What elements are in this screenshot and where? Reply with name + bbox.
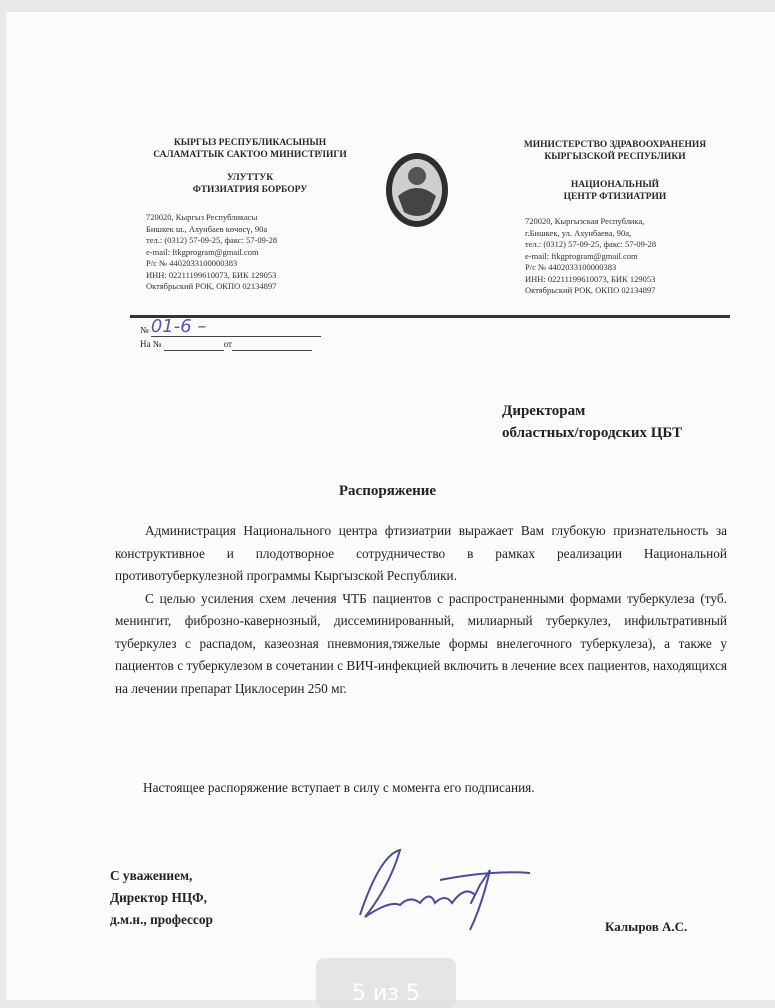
number-label: №: [140, 325, 149, 335]
paragraph: С целью усиления схем лечения ЧТБ пациентов с распространенными формами туберкулеза (туб. менингит, фиброзно-кавернозный, диссеминированный, милиарный туберкулез, инфильтративный туберкулез с распадом, казеозная пневмония,тяжелые формы внелегочного туберкулеза), а также у пациентов с туберкулезом в сочетании с ВИЧ-инфекцией включить в лечение всех пациентов, находящихся на лечении препарат Циклосерин 250 мг.: [115, 590, 727, 696]
letterhead-divider: [130, 315, 730, 318]
signature-line: Директор НЦФ,: [110, 890, 207, 905]
header-line: ЦЕНТР ФТИЗИАТРИИ: [563, 192, 667, 202]
letterhead-left-ministry: [130, 137, 370, 161]
signature-line: С уважением,: [110, 868, 193, 883]
header-line: НАЦИОНАЛЬНЫЙ: [570, 180, 660, 190]
address-line: ИНН: 02211199610073, БИК 129053: [525, 273, 656, 284]
address-line: e-mail: ftkgprogram@gmail.com: [146, 246, 259, 257]
address-line: Октябрьский РОК, ОКПО 02134897: [146, 281, 277, 291]
header-line: КЫРГЫЗСКОЙ РЕСПУБЛИКИ: [544, 152, 686, 162]
paragraph: Администрация Национального центра фтизиатрии выражает Вам глубокую признательность за конструктивное и плодотворное сотрудничество в рамках реализации Национальной противотуберкулезной программы Кыргызской Республики.: [115, 523, 727, 583]
signature-block: [110, 865, 213, 931]
address-line: e-mail: ftkgprogram@gmail.com: [525, 250, 638, 261]
signature-line: д.м.н., профессор: [110, 912, 213, 927]
letterhead-right-ministry: [495, 139, 735, 163]
addressee: [502, 400, 682, 444]
address-line: г.Бишкек, ул. Ахунбаева, 90а,: [525, 227, 632, 238]
addressee-line: Директорам: [502, 403, 586, 419]
address-line: Бишкек ш., Ахунбаев көчөсү, 90а: [146, 223, 268, 234]
document-body: [115, 520, 727, 700]
address-line: Р/с № 4402033100000383: [525, 262, 617, 272]
header-line: УЛУТТУК: [226, 173, 274, 183]
header-line: ФТИЗИАТРИЯ БОРБОРУ: [192, 185, 308, 195]
letterhead-left-center: [130, 172, 370, 196]
letterhead-right-center: [495, 179, 735, 203]
address-line: 720020, Кыргызская Республика,: [525, 216, 645, 226]
addressee-line: областных/городских ЦБТ: [502, 425, 683, 441]
letterhead-right-address: [525, 216, 656, 297]
reference-number: [140, 316, 321, 351]
from-label: от: [223, 339, 232, 349]
document-title: Распоряжение: [338, 483, 437, 499]
state-emblem-icon: [384, 150, 450, 230]
address-line: 720020, Кыргыз Республикасы: [146, 212, 258, 222]
address-line: Октябрьский РОК, ОКПО 02134897: [525, 285, 656, 295]
letterhead-left-address: [146, 212, 277, 293]
header-line: САЛАМАТТЫК САКТОО МИНИСТРЛИГИ: [153, 150, 347, 160]
handwritten-number: 01-6 –: [150, 316, 207, 337]
closing-statement: Настоящее распоряжение вступает в силу с момента его подписания.: [143, 780, 535, 795]
address-line: ИНН: 02211199610073, БИК 129053: [146, 269, 277, 280]
header-line: КЫРГЫЗ РЕСПУБЛИКАСЫНЫН: [173, 138, 327, 148]
signer-name: Калыров А.С.: [605, 919, 688, 934]
address-line: тел.: (0312) 57-09-25, факс: 57-09-28: [146, 235, 278, 245]
in-reply-label: На №: [140, 339, 162, 349]
header-line: МИНИСТЕРСТВО ЗДРАВООХРАНЕНИЯ: [523, 140, 707, 150]
address-line: тел.: (0312) 57-09-25, факс: 57-09-28: [525, 239, 657, 249]
address-line: Р/с № 4402033100000383: [146, 258, 238, 268]
handwritten-signature-icon: [340, 845, 540, 935]
page-indicator: 5 из 5: [316, 958, 456, 1008]
